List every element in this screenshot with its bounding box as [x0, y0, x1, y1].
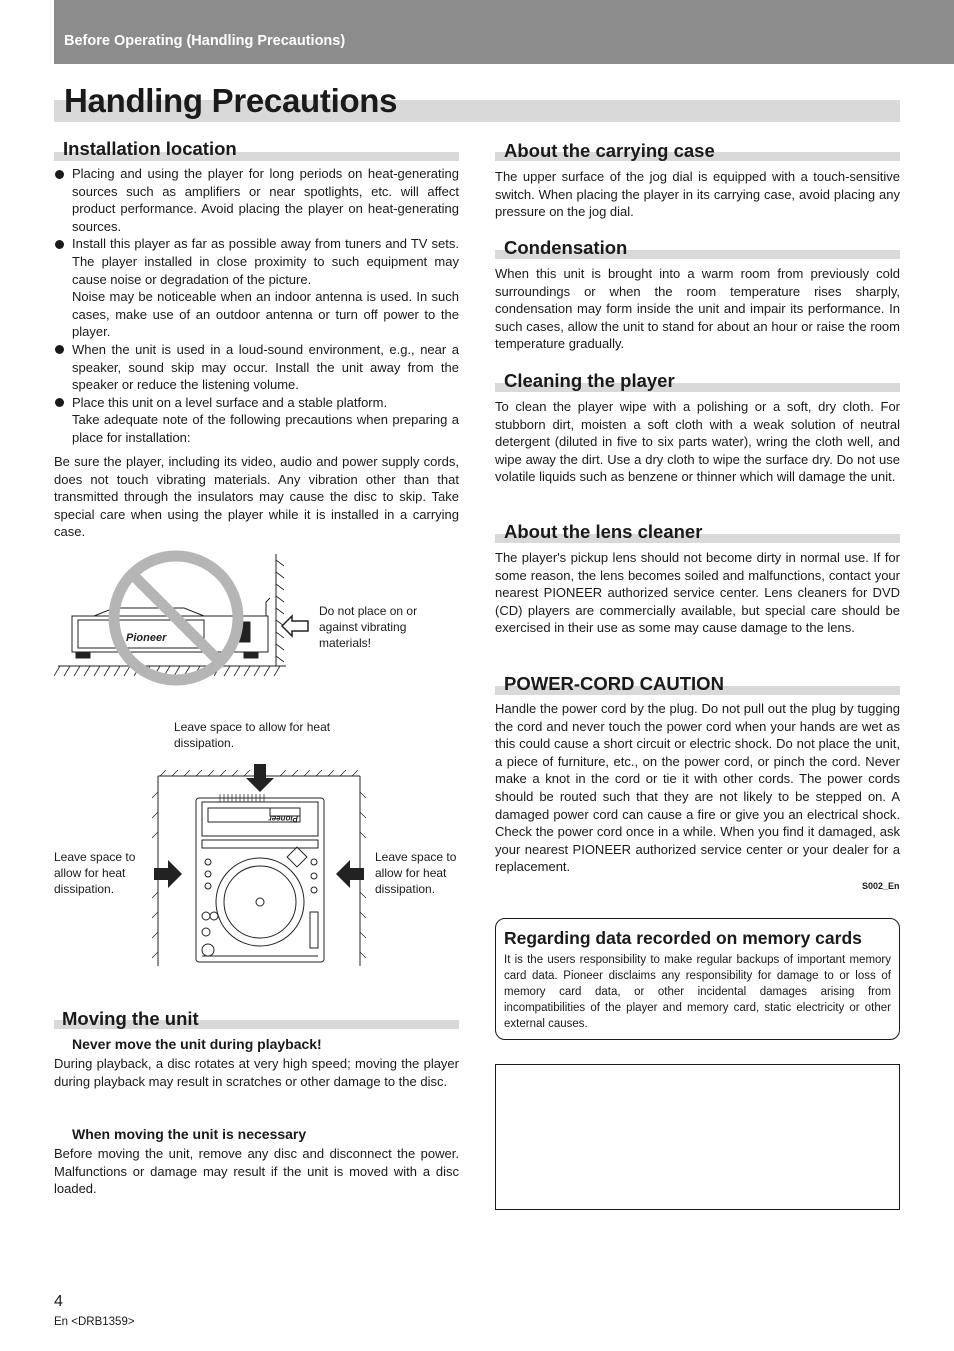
- carrying-case-text: The upper surface of the jog dial is equipped with a touch-sensitive switch. When placing the player in its carrying case, avoid placing any pressure on the jog dial.: [495, 169, 900, 220]
- memory-card-text: It is the users responsibility to make regular backups of important memory card data. Pioneer disclaims any responsibility for damage to or loss of memory card data, or other incidental damages arising from incompatibilities of the player and memory card, static electricity or other external causes.: [504, 954, 891, 1030]
- lens-cleaner-heading: About the lens cleaner: [504, 521, 703, 542]
- cleaning-text: To clean the player wipe with a polishing or a soft, dry cloth. For stubborn dirt, moisten a soft cloth with a weak solution of neutral detergent (diluted in five to six parts water), wring the cloth well, and wipe away the dirt. Use a dry cloth to wipe the surface dry. Do not use volatile liquids such as benzene or thinner which will damage the unit.: [495, 399, 900, 485]
- installation-bullets: [54, 165, 459, 447]
- power-cord-text: Handle the power cord by the plug. Do not pull out the plug by tugging the cord and never touch the power cord when your hands are wet as this could cause a short circuit or electric shock. Do not place the unit, a piece of furniture, etc., on the power cord, or pinch the cord. Never make a knot in the cord or tie it with other cords. The power cords should be routed such that they are not likely to be stepped on. A damaged power cord can cause a fire or give you an electrical shock. Check the power cord once in a while. When you find it damaged, ask your nearest PIONEER authorized service center or your dealer for a replacement.: [495, 701, 900, 875]
- bullet-item: Install this player as far as possible away from tuners and TV sets. The player installed in close proximity to such equipment may cause noise or degradation of the picture. Noise may be noticeable when an indoor antenna is used. In such cases, make use of an outdoor antenna or turn off power to the player.: [54, 235, 459, 341]
- heat-caption-left: Leave space to allow for heat dissipation.: [54, 850, 136, 896]
- power-cord-heading: POWER-CORD CAUTION: [504, 673, 724, 694]
- vibration-illustration: [54, 550, 314, 690]
- svg-text:Pioneer: Pioneer: [126, 632, 167, 644]
- bullet-item: Place this unit on a level surface and a stable platform. Take adequate note of the following precautions when preparing a place for installation:: [54, 394, 459, 447]
- bullet-item: Placing and using the player for long periods on heat-generating sources such as amplifiers or near spotlights, etc. will affect product performance. Avoid placing the player on heat-generating sources.: [54, 165, 459, 235]
- heat-dissipation-illustration: [150, 762, 370, 972]
- page-number: 4: [54, 1293, 63, 1310]
- moving-subheading-1: Never move the unit during playback!: [72, 1036, 322, 1052]
- condensation-heading: Condensation: [504, 237, 628, 258]
- moving-heading: Moving the unit: [62, 1008, 199, 1029]
- cleaning-heading: Cleaning the player: [504, 370, 675, 391]
- document-code: En <DRB1359>: [54, 1316, 135, 1328]
- installation-heading: Installation location: [63, 138, 237, 159]
- breadcrumb: Before Operating (Handling Precautions): [64, 33, 346, 49]
- bullet-item: When the unit is used in a loud-sound environment, e.g., near a speaker, sound skip may occur. Install the unit away from the speaker or reduce the listening volume.: [54, 341, 459, 394]
- moving-subheading-2: When moving the unit is necessary: [72, 1126, 307, 1142]
- memory-card-notice: [495, 918, 900, 1040]
- carrying-case-heading: About the carrying case: [504, 140, 715, 161]
- heat-caption-right: Leave space to allow for heat dissipation.: [375, 850, 457, 896]
- vibration-caption: Do not place on or against vibrating materials!: [319, 604, 418, 650]
- memory-card-heading: Regarding data recorded on memory cards: [504, 928, 862, 948]
- moving-text-2: Before moving the unit, remove any disc and disconnect the power. Malfunctions or damage may result if the unit is moved with a disc loaded.: [54, 1146, 459, 1197]
- power-cord-code: S002_En: [862, 881, 900, 891]
- lens-cleaner-text: The player's pickup lens should not become dirty in normal use. If for some reason, the lens becomes soiled and malfunctions, contact your nearest PIONEER authorized service center. Lens cleaners for DVD (CD) players are commercially available, but special care should be exercised in their use as some may cause damage to the lens.: [495, 550, 900, 636]
- condensation-text: When this unit is brought into a warm room from previously cold surroundings or when the room temperature rises sharply, condensation may form inside the unit and impair its performance. In such cases, allow the unit to stand for about an hour or raise the room temperature gradually.: [495, 266, 900, 352]
- blank-frame: [495, 1064, 900, 1210]
- moving-text-1: During playback, a disc rotates at very high speed; moving the player during playback may result in scratches or other damage to the disc.: [54, 1056, 459, 1089]
- heat-caption-top: Leave space to allow for heat dissipation.: [174, 720, 331, 750]
- installation-paragraph: Be sure the player, including its video, audio and power supply cords, does not touch vibrating materials. Any vibration other than that transmitted through the insulators may cause the disc to skip. Take special care when using the player while it is installed in a carrying case.: [54, 454, 459, 540]
- page-title: Handling Precautions: [64, 82, 398, 119]
- svg-text:Pioneer: Pioneer: [268, 814, 298, 823]
- header-band: [54, 0, 954, 64]
